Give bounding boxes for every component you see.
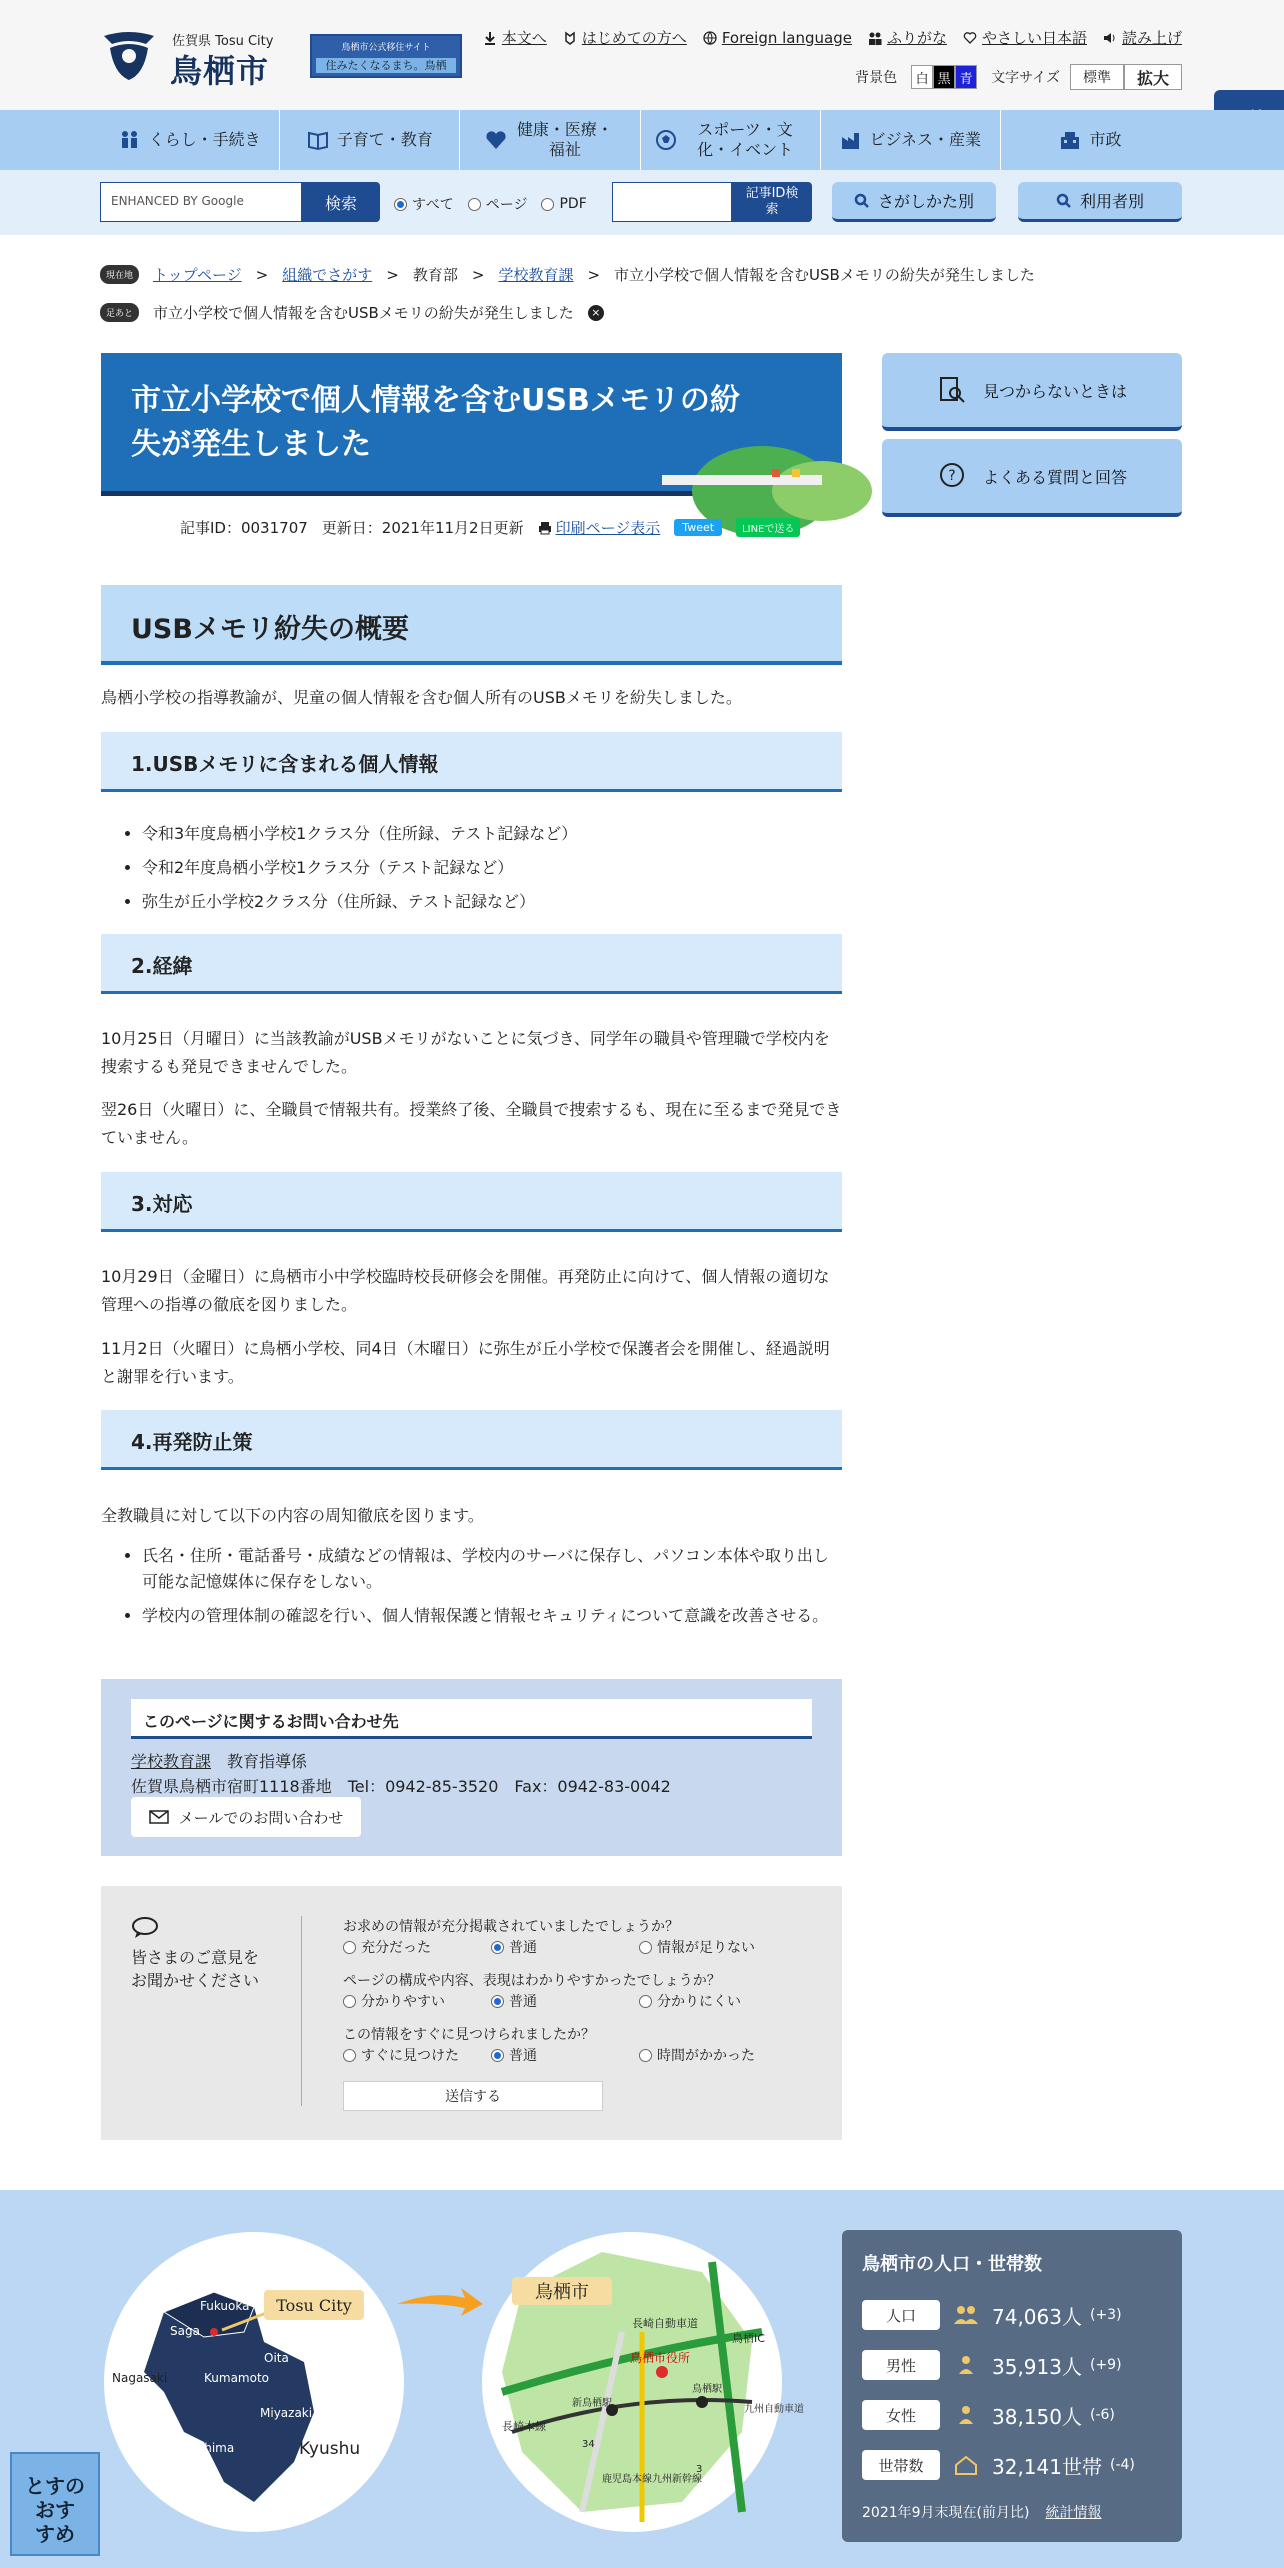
response-paragraph-2: 11月2日（火曜日）に鳥栖小学校、同4日（木曜日）に弥生が丘小学校で保護者会を開催し、経過説明と謝罪を行います。 (101, 1339, 830, 1386)
info-list (142, 821, 842, 923)
map-label: 鳥栖IC (732, 2332, 765, 2345)
section-heading-overview: USBメモリ紛失の概要 (101, 585, 842, 665)
population-row: 男性 35,913人 (+9) (862, 2350, 1122, 2380)
faq-button[interactable]: ? よくある質問と回答 (882, 439, 1182, 517)
printer-icon (538, 521, 552, 535)
bg-black-button[interactable]: 黒 (933, 65, 955, 89)
contact-dept (131, 1749, 307, 1772)
section-heading-3: 3.対応 (101, 1172, 842, 1232)
population-note: 2021年9月末現在(前月比) 統計情報 (862, 2505, 1102, 2521)
beginner-mark-icon (563, 31, 577, 45)
nav-label: 子育て・教育 (336, 130, 433, 149)
current-location-tag: 現在地 (100, 265, 139, 284)
section-heading-4: 4.再発防止策 (101, 1410, 842, 1470)
mail-inquiry-button[interactable]: メールでのお問い合わせ (131, 1797, 361, 1837)
bg-blue-button[interactable]: 青 (955, 65, 977, 89)
population-row: 人口 74,063人 (+3) (862, 2300, 1122, 2330)
population-row: 女性 38,150人 (-6) (862, 2400, 1115, 2430)
q1-option-radio[interactable]: 普通 (491, 1937, 639, 1957)
prevention-list (142, 1543, 842, 1637)
nav-childcare[interactable] (279, 110, 459, 170)
map-label: 3 (696, 2464, 703, 2475)
nav-label: くらし・手続き (148, 130, 261, 149)
person-icon (952, 2404, 980, 2426)
download-arrow-icon (483, 31, 497, 45)
history-paragraph-1: 10月25日（月曜日）に当該教諭がUSBメモリがないことに気づき、同学年の職員や管理職で学校内を捜索するも発見できませんでした。 (101, 1029, 830, 1076)
city-label: Tosu City (276, 2296, 352, 2315)
breadcrumb-separator: > (386, 265, 399, 284)
heart-icon (485, 129, 507, 151)
factory-icon (840, 129, 862, 151)
breadcrumb-current: 市立小学校で個人情報を含むUSBメモリの紛失が発生しました (614, 266, 1035, 284)
map-title: 鳥栖市 (535, 2282, 589, 2303)
bg-color-label: 背景色 (855, 70, 898, 86)
pref-label: Nagasaki (112, 2371, 168, 2385)
nav-label: 市政 (1089, 130, 1122, 149)
heart-chat-icon (963, 31, 977, 45)
stats-link[interactable]: 統計情報 (1045, 2505, 1102, 2521)
mail-icon (149, 1810, 169, 1824)
kyushu-map[interactable] (104, 2232, 404, 2532)
read-aloud-link[interactable]: 読み上げ (1103, 27, 1182, 48)
section-name: 教育指導係 (227, 1752, 308, 1771)
map-label: 九州自動車道 (744, 2404, 804, 2415)
people-icon (868, 31, 882, 45)
response-paragraph-1: 10月29日（金曜日）に鳥栖市小中学校臨時校長研修会を開催。再発防止に向けて、個人情報の適切な管理への指導の徹底を図りました。 (101, 1267, 830, 1314)
page-title: 市立小学校で個人情報を含むUSBメモリの紛失が発生しました (131, 383, 740, 462)
nav-life[interactable] (100, 110, 279, 170)
question-bubble-icon (937, 461, 967, 491)
breadcrumb-separator: > (471, 265, 485, 284)
feedback-lead: 皆さまのご意見を お聞かせください (131, 1916, 259, 1992)
q3-option-radio[interactable]: 時間がかかった (639, 2045, 787, 2065)
magnifier-icon (854, 193, 870, 209)
search-by-user-button[interactable]: 利用者別 (1018, 182, 1182, 222)
list-item: • 令和3年度鳥栖小学校1クラス分（住所録、テスト記録など） (142, 821, 842, 847)
search-scope (394, 194, 587, 214)
nav-label: スポーツ・文化・イベント (697, 120, 794, 159)
map-label: 鳥栖駅 (692, 2384, 722, 2395)
contact-address: 佐賀県鳥栖市宿町1118番地 Tel：0942-85-3520 Fax：0942-83-0042 (131, 1777, 671, 1796)
house-icon (952, 2454, 980, 2476)
scope-all-radio[interactable]: すべて (394, 194, 454, 214)
list-item: • 弥生が丘小学校2クラス分（住所録、テスト記録など） (142, 889, 842, 915)
skip-to-content-link[interactable]: 本文へ (483, 27, 547, 48)
breadcrumb-top[interactable]: トップページ (153, 266, 242, 284)
contact-heading: このページに関するお問い合わせ先 (131, 1699, 812, 1739)
footprint-trail (100, 302, 604, 323)
intro-text: 鳥栖小学校の指導教諭が、児童の個人情報を含む個人所有のUSBメモリを紛失しました。 (101, 688, 742, 707)
pref-label: Miyazaki (260, 2406, 313, 2420)
nav-label: 健康・医療・福祉 (516, 120, 613, 159)
tosu-local-map[interactable] (482, 2232, 804, 2532)
pref-label: Saga (170, 2324, 200, 2338)
speaker-icon (1103, 31, 1117, 45)
population-panel (842, 2230, 1182, 2542)
feedback-form (101, 1886, 842, 2140)
section-heading-2: 2.経緯 (101, 934, 842, 994)
nav-sports[interactable] (640, 110, 820, 170)
dept-link[interactable]: 学校教育課 (131, 1752, 212, 1771)
book-icon (307, 129, 329, 151)
banner-line1: 鳥栖市公式移住サイト (341, 43, 431, 53)
section-heading-1: 1.USBメモリに含まれる個人情報 (101, 732, 842, 792)
breadcrumb-division[interactable]: 学校教育課 (498, 266, 574, 284)
speech-bubble-icon (131, 1916, 159, 1940)
footprint-tag: 足あと (100, 303, 139, 322)
people-icon (952, 2304, 980, 2326)
q3-option-radio[interactable]: すぐに見つけた (343, 2045, 491, 2065)
furigana-link[interactable]: ふりがな (868, 27, 947, 48)
prevention-intro: 全教職員に対して以下の内容の周知徹底を図ります。 (101, 1506, 484, 1525)
q1-option-radio[interactable]: 充分だった (343, 1937, 491, 1957)
contact-box (101, 1679, 842, 1856)
site-header (0, 0, 1284, 110)
list-item: • 氏名・住所・電話番号・成績などの情報は、学校内のサーバに保存し、パソコン本体や取り出し可能な記憶媒体に保存をしない。 (142, 1543, 842, 1595)
site-logo-text[interactable]: 鳥栖市 (170, 52, 270, 90)
article-id: 記事ID：0031707 (180, 519, 308, 537)
breadcrumb-separator: > (255, 265, 269, 284)
logo-subtitle: 佐賀県 Tosu City (172, 34, 274, 49)
nav-cityhall[interactable] (1000, 110, 1180, 170)
region-label: Kyushu (299, 2439, 361, 2459)
font-size-label: 文字サイズ (991, 70, 1060, 86)
q1-option-radio[interactable]: 情報が足りない (639, 1937, 787, 1957)
breadcrumb-separator: > (587, 265, 601, 284)
breadcrumb-org[interactable]: 組織でさがす (282, 266, 373, 284)
map-label: 九州新幹線 (652, 2474, 702, 2485)
q3-options (343, 2045, 787, 2065)
font-standard-button[interactable]: 標準 (1070, 64, 1124, 90)
article-meta (180, 517, 800, 538)
breadcrumb-dept: 教育部 (412, 266, 458, 284)
banner-line2: 住みたくなるまち。鳥栖 (316, 58, 456, 73)
pref-label: Kagoshima (168, 2441, 235, 2455)
easy-japanese-link[interactable]: やさしい日本語 (963, 27, 1087, 48)
svg-text:?: ? (948, 468, 956, 484)
search-by-method-button[interactable]: さがしかた別 (832, 182, 996, 222)
site-search-input[interactable]: ENHANCED BY Google (100, 182, 302, 222)
line-share-button[interactable]: LINEで送る (736, 518, 800, 537)
history-paragraph-2: 翌26日（火曜日）に、全職員で情報共有。授業終了後、全職員で捜索するも、現在に至るまで発見できていません。 (101, 1100, 842, 1147)
close-icon[interactable]: × (588, 305, 604, 321)
map-label: 長崎自動車道 (632, 2317, 698, 2330)
utility-links (483, 27, 1182, 48)
breadcrumb (100, 264, 1035, 285)
map-label: 長崎本線 (502, 2420, 546, 2433)
pref-label: Fukuoka (200, 2299, 250, 2313)
map-label: 鳥栖市役所 (630, 2351, 691, 2365)
pref-label: Oita (264, 2351, 289, 2365)
beginners-link[interactable]: はじめての方へ (563, 27, 687, 48)
q3-option-radio[interactable]: 普通 (491, 2045, 639, 2065)
migration-site-banner[interactable] (310, 34, 462, 78)
question-3: この情報をすぐに見つけられましたか？ (343, 2027, 595, 2043)
q1-options (343, 1937, 787, 1957)
divider (301, 1916, 302, 2106)
bg-white-button[interactable]: 白 (911, 65, 933, 89)
kyushu-map-graphic (104, 2232, 404, 2532)
arrow-icon (395, 2280, 485, 2320)
map-label: 鹿児島本線 (602, 2474, 652, 2485)
list-item: • 学校内の管理体制の確認を行い、個人情報保護と情報セキュリティについて意識を改善させる。 (142, 1603, 842, 1629)
footprint-item[interactable]: 市立小学校で個人情報を含むUSBメモリの紛失が発生しました (153, 304, 574, 322)
not-found-button[interactable]: 見つからないときは (882, 353, 1182, 431)
question-1: お求めの情報が充分掲載されていましたでしょうか？ (343, 1919, 679, 1935)
city-hall-icon (1059, 129, 1081, 151)
nav-label: ビジネス・産業 (869, 130, 982, 149)
globe-icon (703, 31, 717, 45)
font-large-button[interactable]: 拡大 (1124, 64, 1182, 90)
q2-option-radio[interactable]: 普通 (491, 1991, 639, 2011)
q2-option-radio[interactable]: 分かりにくい (639, 1991, 787, 2011)
submit-feedback-button[interactable]: 送信する (343, 2081, 603, 2111)
search-bar (0, 170, 1284, 235)
magnifier-icon (1056, 193, 1072, 209)
scope-page-radio[interactable]: ページ (468, 194, 528, 214)
id-button-label: 記事ID検索 (745, 186, 799, 217)
question-2: ページの構成や内容、表現はわかりやすかったでしょうか？ (343, 1973, 721, 1989)
population-row: 世帯数 32,141世帯 (-4) (862, 2450, 1135, 2480)
display-settings (855, 64, 1182, 90)
population-title: 鳥栖市の人口・世帯数 (862, 2254, 1042, 2275)
recommend-label: とすのおすすめ (25, 2474, 85, 2546)
recommend-button[interactable] (10, 2452, 100, 2556)
nav-business[interactable] (820, 110, 1000, 170)
q2-option-radio[interactable]: 分かりやすい (343, 1991, 491, 2011)
search-button[interactable]: 検索 (302, 182, 380, 222)
map-label: 34 (582, 2439, 595, 2450)
foreign-language-link[interactable]: Foreign language (703, 27, 852, 48)
article-id-search-button[interactable] (732, 182, 812, 222)
article-id-input[interactable] (612, 182, 732, 222)
updated-date: 更新日：2021年11月2日更新 (321, 519, 524, 537)
tosu-map-graphic (482, 2232, 804, 2532)
ball-icon (655, 129, 677, 151)
q2-options (343, 1991, 787, 2011)
nav-health[interactable] (459, 110, 639, 170)
scope-pdf-radio[interactable]: PDF (541, 196, 586, 212)
person-icon (952, 2354, 980, 2376)
family-icon (119, 129, 141, 151)
page-title-block (101, 353, 842, 496)
print-link[interactable]: 印刷ページ表示 (538, 517, 661, 538)
city-emblem-icon (100, 30, 158, 82)
map-label: 新鳥栖駅 (572, 2398, 612, 2409)
list-item: • 令和2年度鳥栖小学校1クラス分（テスト記録など） (142, 855, 842, 881)
global-nav (0, 110, 1284, 170)
tweet-button[interactable]: Tweet (674, 519, 722, 536)
search-document-icon (937, 375, 967, 405)
pref-label: Kumamoto (204, 2371, 269, 2385)
